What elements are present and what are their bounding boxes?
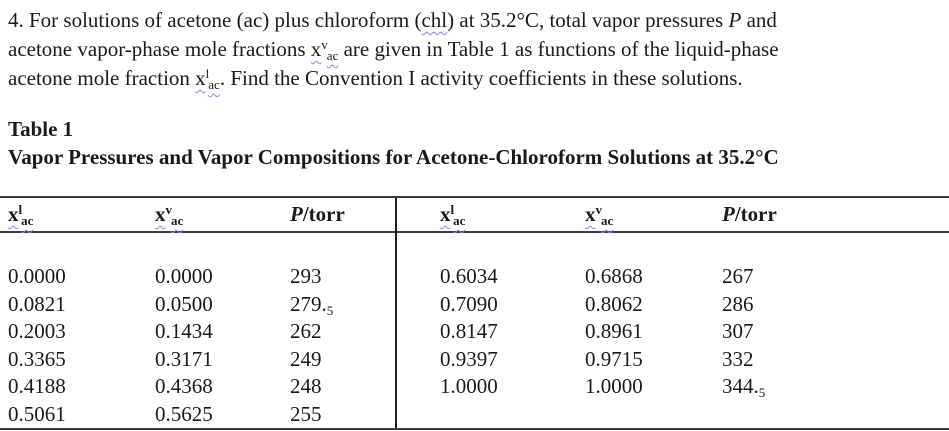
table-cell: 0.3365: [8, 346, 66, 371]
table-cell: 0.4368: [155, 374, 213, 398]
column-header-vapor-mole-fraction: $x^v_{ac}$: [585, 202, 614, 228]
table-row: [8, 373, 395, 401]
problem-text: ) at 35.2°C, total vapor pressures: [447, 8, 729, 32]
pressure-symbol: P: [728, 8, 742, 32]
problem-text: acetone vapor-phase mole fractions: [8, 37, 311, 61]
table-header-row: [0, 198, 395, 233]
table-cell: 0.6868: [585, 264, 643, 288]
table-cell: $279._5$: [290, 291, 334, 318]
table-cell: 0.9397: [440, 346, 498, 371]
problem-text: acetone mole fraction: [8, 66, 196, 90]
vapor-mole-fraction-formula: $x^v_{ac}$: [310, 37, 339, 63]
table-cell: 255: [290, 401, 322, 426]
header-gap: [440, 233, 949, 263]
table-cell: 249: [290, 346, 322, 371]
problem-text: are given in Table 1 as functions of the liquid-phase: [338, 37, 779, 61]
data-table: [0, 196, 949, 430]
table-cell: 307: [722, 319, 754, 343]
table-cell: 0.5061: [8, 401, 66, 426]
table-cell: 0.8147: [440, 319, 498, 343]
column-header-pressure: P/torr: [290, 202, 345, 226]
column-header-liquid-mole-fraction: $x^l_{ac}$: [8, 202, 34, 228]
liquid-mole-fraction-formula: $x^l_{ac}$: [195, 66, 220, 92]
table-cell: 332: [722, 346, 754, 371]
table-cell: 1.0000: [440, 374, 498, 398]
table-cell: 286: [722, 291, 754, 316]
table-cell: 0.3171: [155, 346, 213, 371]
table-label: Table 1: [8, 117, 74, 141]
table-row: [8, 346, 395, 374]
table-row: [440, 318, 949, 346]
table-cell: 0.4188: [8, 374, 66, 398]
table-row: [8, 401, 395, 429]
table-row: [440, 346, 949, 374]
table-cell: 293: [290, 264, 322, 288]
table-header-row: [397, 198, 949, 233]
problem-text: and: [741, 8, 777, 32]
table-title: Vapor Pressures and Vapor Compositions for Acetone-Chloroform Solutions at 35.2°C: [8, 145, 779, 169]
table-body-right: [440, 263, 949, 401]
column-header-liquid-mole-fraction: $x^l_{ac}$: [440, 202, 466, 228]
table-cell: 0.8961: [585, 319, 643, 343]
table-cell: 0.0000: [8, 264, 66, 288]
table-row: [440, 263, 949, 291]
table-cell: 0.9715: [585, 346, 643, 371]
table-cell: 267: [722, 264, 754, 288]
table-cell: 1.0000: [585, 374, 643, 398]
misspelled-word-chl: chl: [421, 8, 448, 32]
table-cell: 262: [290, 319, 322, 343]
table-cell: 248: [290, 374, 322, 398]
table-cell: 0.7090: [440, 291, 498, 316]
problem-text: . Find the Convention I activity coefficients in these solutions.: [219, 66, 743, 90]
table-row: [8, 291, 395, 319]
table-cell: 0.1434: [155, 319, 213, 343]
problem-line-1: [8, 6, 949, 35]
table-body-left: [8, 263, 395, 428]
problem-line-3: [8, 64, 949, 93]
table-cell: $344._5$: [722, 374, 766, 400]
table-row: [440, 291, 949, 319]
table-cell: 0.5625: [155, 401, 213, 426]
table-cell: 0.0821: [8, 291, 66, 316]
table-cell: 0.0000: [155, 264, 213, 288]
table-row: [440, 373, 949, 401]
problem-text: 4. For solutions of acetone (ac) plus chloroform (: [8, 8, 422, 32]
column-header-pressure: P/torr: [722, 202, 777, 226]
problem-line-2: [8, 35, 949, 64]
document-page: [0, 6, 949, 430]
column-header-vapor-mole-fraction: $x^v_{ac}$: [155, 202, 184, 228]
header-gap: [8, 233, 395, 263]
table-left-block: [0, 198, 397, 428]
table-row: [8, 318, 395, 346]
table-row: [8, 263, 395, 291]
problem-statement: [8, 6, 949, 93]
table-cell: 0.0500: [155, 291, 213, 316]
table-cell: 0.8062: [585, 291, 643, 316]
table-cell: 0.2003: [8, 319, 66, 343]
table-cell: 0.6034: [440, 264, 498, 288]
table-right-block: [397, 198, 949, 428]
